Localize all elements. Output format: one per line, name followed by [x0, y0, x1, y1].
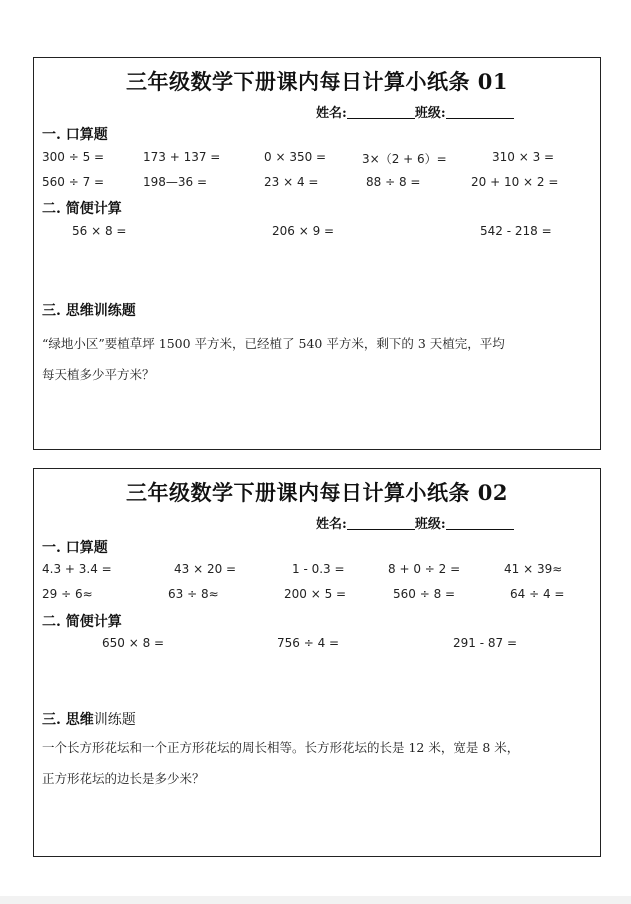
oral-equation: 0 × 350 =: [264, 150, 327, 164]
worksheet-card-02: [33, 468, 601, 857]
oral-equation: 29 ÷ 6≈: [42, 587, 93, 601]
simple-calc-equation: 56 × 8 =: [72, 224, 127, 238]
section-thinking-label-rest: 训练题: [93, 712, 136, 728]
oral-equation: 64 ÷ 4 =: [510, 587, 565, 601]
oral-equation: 173 + 137 =: [143, 150, 221, 164]
oral-equation: 4.3 + 3.4 =: [42, 562, 112, 576]
name-class-bar: [316, 102, 514, 121]
oral-equation: 8 + 0 ÷ 2 =: [388, 562, 461, 576]
oral-equation: 88 ÷ 8 =: [366, 175, 421, 189]
worksheet-card-01: [33, 57, 601, 450]
simple-calc-equation: 756 ÷ 4 =: [277, 636, 340, 650]
word-problem-line: 每天植多少平方米？: [42, 367, 155, 382]
simple-calc-equation: 650 × 8 =: [102, 636, 165, 650]
class-label: 班级:: [414, 106, 446, 121]
simple-calc-equation: 206 × 9 =: [272, 224, 335, 238]
section-oral: 一. 口算题: [42, 127, 108, 143]
simple-calc-equation: 291 - 87 =: [453, 636, 518, 650]
oral-equation: 3×（2 + 6）=: [362, 152, 447, 166]
name-label: 姓名:: [316, 106, 347, 121]
oral-equation: 63 ÷ 8≈: [168, 587, 219, 601]
oral-equation: 20 + 10 × 2 =: [471, 175, 559, 189]
word-problem-line: “绿地小区”要植草坪 1500 平方米，已经植了 540 平方米，剩下的 3 天植完，平均: [42, 336, 505, 351]
sheet-title: 三年级数学下册课内每日计算小纸条 02: [125, 480, 509, 505]
name-blank[interactable]: [347, 516, 415, 530]
word-problem: [42, 732, 594, 794]
oral-equation: 198—36 =: [143, 175, 208, 189]
sheet-title: 三年级数学下册课内每日计算小纸条 01: [125, 69, 509, 94]
simple-calc-equation: 542 - 218 =: [480, 224, 552, 238]
page-bottom-edge: [0, 896, 631, 904]
section-simple-calc: 二. 简便计算: [42, 201, 122, 217]
oral-equation: 43 × 20 =: [174, 562, 237, 576]
oral-equation: 310 × 3 =: [492, 150, 555, 164]
oral-equation: 41 × 39≈: [504, 562, 563, 576]
name-class-bar: [316, 513, 514, 532]
section-thinking: 三. 思维训练题: [42, 303, 136, 319]
word-problem-line: 一个长方形花坛和一个正方形花坛的周长相等。长方形花坛的长是 12 米，宽是 8 米，: [42, 740, 520, 755]
word-problem: [42, 328, 594, 390]
class-blank[interactable]: [446, 105, 514, 119]
section-thinking: [42, 709, 136, 729]
section-oral: 一. 口算题: [42, 540, 108, 556]
oral-equation: 560 ÷ 7 =: [42, 175, 105, 189]
section-simple-calc: 二. 简便计算: [42, 614, 122, 630]
class-blank[interactable]: [446, 516, 514, 530]
word-problem-line: 正方形花坛的边长是多少米？: [42, 771, 205, 786]
class-label: 班级:: [414, 517, 446, 532]
oral-equation: 300 ÷ 5 =: [42, 150, 105, 164]
oral-equation: 1 - 0.3 =: [292, 562, 345, 576]
section-thinking-label: 三. 思维: [42, 712, 94, 728]
name-label: 姓名:: [316, 517, 347, 532]
name-blank[interactable]: [347, 105, 415, 119]
oral-equation: 23 × 4 =: [264, 175, 319, 189]
oral-equation: 560 ÷ 8 =: [393, 587, 456, 601]
oral-equation: 200 × 5 =: [284, 587, 347, 601]
